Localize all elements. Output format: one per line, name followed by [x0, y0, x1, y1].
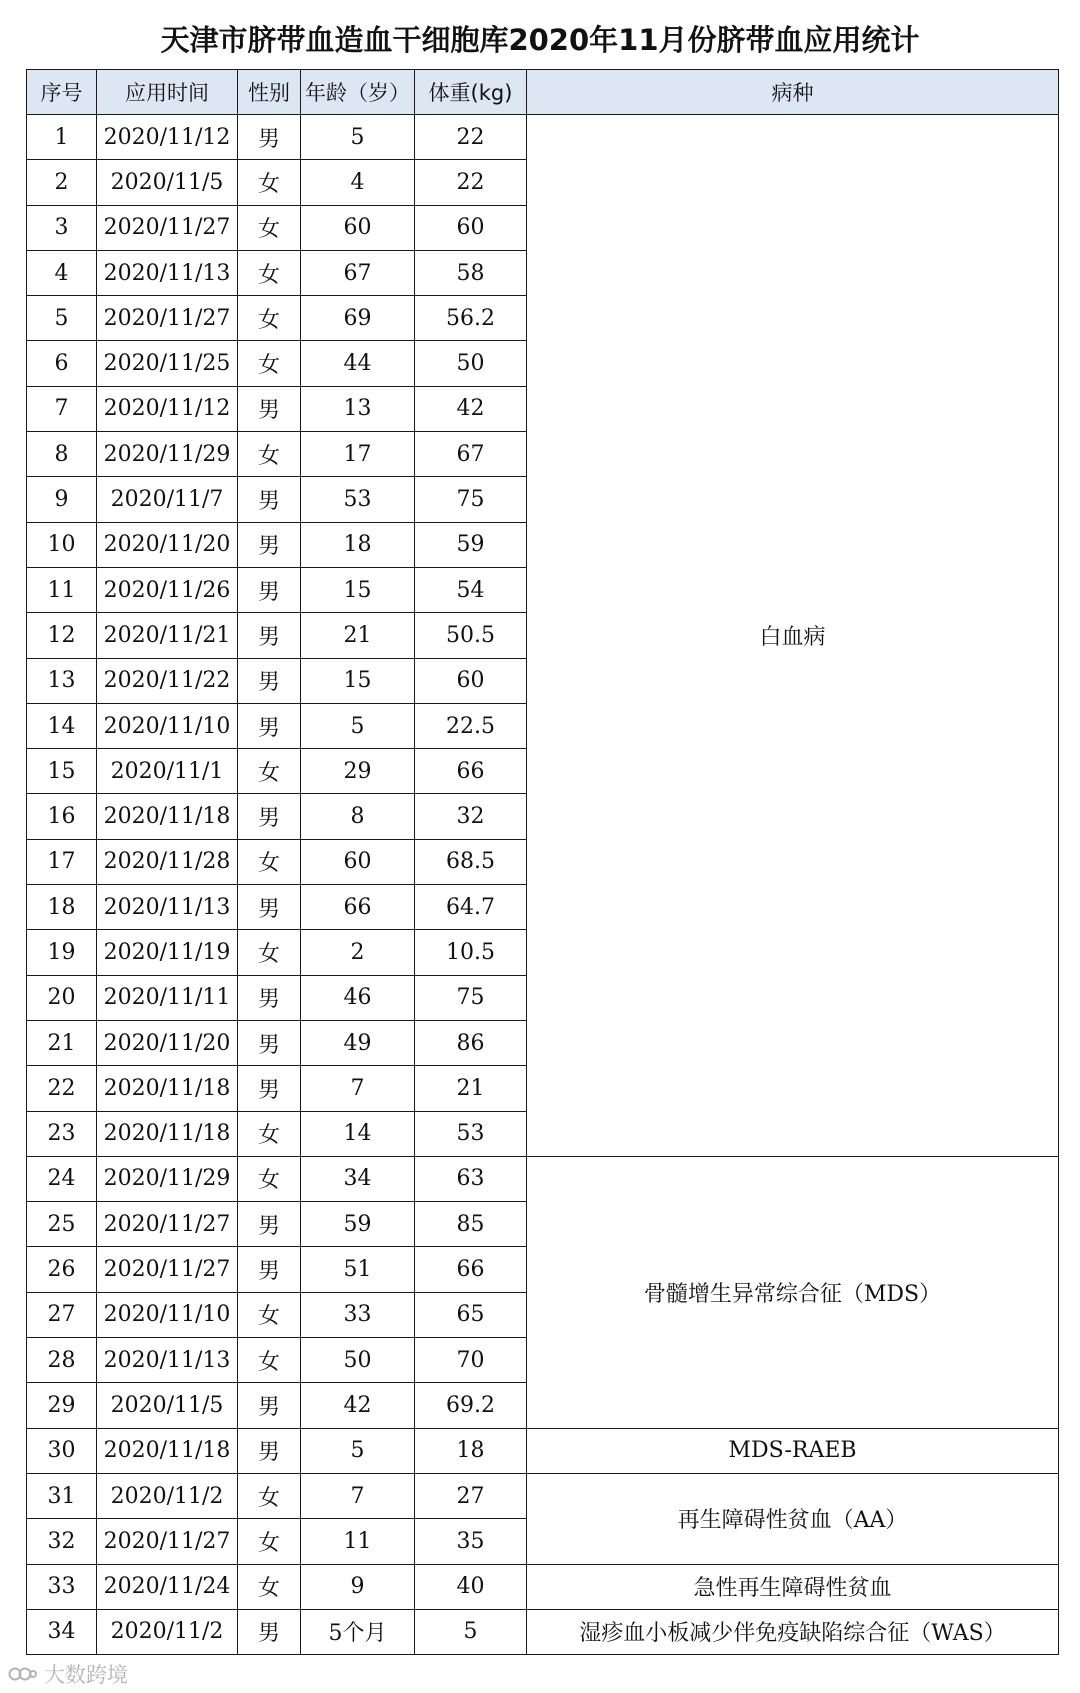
cell-gender: 男	[238, 794, 301, 839]
cell-date: 2020/11/10	[97, 1292, 238, 1337]
cell-date: 2020/11/2	[97, 1473, 238, 1518]
cell-date: 2020/11/21	[97, 613, 238, 658]
cell-disease: 骨髓增生异常综合征（MDS）	[527, 1156, 1059, 1428]
cell-age: 9	[301, 1564, 415, 1609]
cell-age: 44	[301, 341, 415, 386]
cell-date: 2020/11/25	[97, 341, 238, 386]
cell-age: 18	[301, 522, 415, 567]
cell-weight: 66	[415, 749, 527, 794]
cell-age: 7	[301, 1473, 415, 1518]
watermark	[8, 1660, 128, 1688]
cell-index: 6	[27, 341, 97, 386]
cell-date: 2020/11/18	[97, 1428, 238, 1473]
cell-index: 12	[27, 613, 97, 658]
cell-date: 2020/11/13	[97, 250, 238, 295]
cell-date: 2020/11/11	[97, 975, 238, 1020]
cell-gender: 女	[238, 1519, 301, 1564]
cell-gender: 男	[238, 1428, 301, 1473]
cell-date: 2020/11/27	[97, 1519, 238, 1564]
cell-date: 2020/11/22	[97, 658, 238, 703]
table-row	[27, 1473, 1059, 1518]
cell-date: 2020/11/18	[97, 794, 238, 839]
cell-age: 13	[301, 386, 415, 431]
cell-date: 2020/11/28	[97, 839, 238, 884]
cell-index: 26	[27, 1247, 97, 1292]
cell-date: 2020/11/27	[97, 296, 238, 341]
cell-date: 2020/11/27	[97, 205, 238, 250]
cell-index: 22	[27, 1066, 97, 1111]
cell-gender: 男	[238, 885, 301, 930]
cell-date: 2020/11/18	[97, 1111, 238, 1156]
cell-index: 20	[27, 975, 97, 1020]
cell-weight: 22	[415, 115, 527, 160]
cell-gender: 女	[238, 160, 301, 205]
cell-weight: 35	[415, 1519, 527, 1564]
cell-weight: 59	[415, 522, 527, 567]
cell-weight: 50	[415, 341, 527, 386]
cell-date: 2020/11/7	[97, 477, 238, 522]
cell-weight: 70	[415, 1338, 527, 1383]
cell-weight: 40	[415, 1564, 527, 1609]
cell-gender: 女	[238, 1292, 301, 1337]
cell-weight: 64.7	[415, 885, 527, 930]
cell-index: 9	[27, 477, 97, 522]
cell-age: 59	[301, 1202, 415, 1247]
cell-age: 15	[301, 658, 415, 703]
cell-age: 49	[301, 1020, 415, 1065]
cell-weight: 68.5	[415, 839, 527, 884]
cell-gender: 男	[238, 613, 301, 658]
cell-weight: 75	[415, 975, 527, 1020]
cell-age: 17	[301, 432, 415, 477]
cell-gender: 女	[238, 432, 301, 477]
cell-index: 2	[27, 160, 97, 205]
cell-index: 1	[27, 115, 97, 160]
cell-age: 33	[301, 1292, 415, 1337]
cell-age: 7	[301, 1066, 415, 1111]
cell-index: 5	[27, 296, 97, 341]
cell-gender: 女	[238, 1338, 301, 1383]
table-body	[27, 115, 1059, 1655]
cell-gender: 女	[238, 1111, 301, 1156]
cell-index: 4	[27, 250, 97, 295]
cell-weight: 56.2	[415, 296, 527, 341]
cell-index: 29	[27, 1383, 97, 1428]
cell-date: 2020/11/19	[97, 930, 238, 975]
cell-date: 2020/11/5	[97, 160, 238, 205]
cell-date: 2020/11/2	[97, 1609, 238, 1654]
table-row	[27, 1156, 1059, 1201]
cell-age: 29	[301, 749, 415, 794]
cell-gender: 女	[238, 1473, 301, 1518]
cell-disease: 急性再生障碍性贫血	[527, 1564, 1059, 1609]
cell-date: 2020/11/29	[97, 1156, 238, 1201]
cell-age: 60	[301, 205, 415, 250]
cell-date: 2020/11/10	[97, 703, 238, 748]
cell-gender: 女	[238, 749, 301, 794]
cell-index: 10	[27, 522, 97, 567]
cell-weight: 58	[415, 250, 527, 295]
cell-weight: 50.5	[415, 613, 527, 658]
cell-date: 2020/11/24	[97, 1564, 238, 1609]
cell-age: 11	[301, 1519, 415, 1564]
cell-gender: 男	[238, 477, 301, 522]
cell-index: 23	[27, 1111, 97, 1156]
cell-age: 5	[301, 703, 415, 748]
cell-gender: 女	[238, 1156, 301, 1201]
cell-gender: 男	[238, 703, 301, 748]
cell-index: 16	[27, 794, 97, 839]
cell-age: 69	[301, 296, 415, 341]
header-age: 年龄（岁）	[301, 70, 415, 115]
cell-weight: 85	[415, 1202, 527, 1247]
cell-gender: 女	[238, 250, 301, 295]
cell-index: 21	[27, 1020, 97, 1065]
cell-age: 8	[301, 794, 415, 839]
cell-weight: 60	[415, 658, 527, 703]
header-index: 序号	[27, 70, 97, 115]
cell-weight: 27	[415, 1473, 527, 1518]
cell-index: 17	[27, 839, 97, 884]
header-disease: 病种	[527, 70, 1059, 115]
cell-gender: 男	[238, 1020, 301, 1065]
cell-age: 50	[301, 1338, 415, 1383]
cell-index: 24	[27, 1156, 97, 1201]
cell-gender: 男	[238, 386, 301, 431]
cell-gender: 男	[238, 658, 301, 703]
cell-gender: 男	[238, 1383, 301, 1428]
cell-weight: 5	[415, 1609, 527, 1654]
cell-weight: 63	[415, 1156, 527, 1201]
cell-index: 27	[27, 1292, 97, 1337]
cell-index: 25	[27, 1202, 97, 1247]
cell-date: 2020/11/13	[97, 885, 238, 930]
cell-age: 51	[301, 1247, 415, 1292]
cell-weight: 42	[415, 386, 527, 431]
cell-age: 4	[301, 160, 415, 205]
cell-gender: 女	[238, 205, 301, 250]
cell-weight: 53	[415, 1111, 527, 1156]
cell-index: 19	[27, 930, 97, 975]
cell-gender: 女	[238, 1564, 301, 1609]
cell-weight: 69.2	[415, 1383, 527, 1428]
cell-disease: 再生障碍性贫血（AA）	[527, 1473, 1059, 1564]
cell-weight: 10.5	[415, 930, 527, 975]
cell-age: 15	[301, 567, 415, 612]
cell-age: 14	[301, 1111, 415, 1156]
cell-weight: 22.5	[415, 703, 527, 748]
page-title: 天津市脐带血造血干细胞库2020年11月份脐带血应用统计	[160, 23, 920, 57]
cell-disease: MDS-RAEB	[527, 1428, 1059, 1473]
cell-date: 2020/11/29	[97, 432, 238, 477]
header-gender: 性别	[238, 70, 301, 115]
table-row	[27, 1428, 1059, 1473]
cell-date: 2020/11/1	[97, 749, 238, 794]
cell-date: 2020/11/20	[97, 1020, 238, 1065]
cell-age: 66	[301, 885, 415, 930]
cell-weight: 66	[415, 1247, 527, 1292]
cell-age: 2	[301, 930, 415, 975]
cell-weight: 18	[415, 1428, 527, 1473]
cell-gender: 男	[238, 1066, 301, 1111]
cell-date: 2020/11/13	[97, 1338, 238, 1383]
cell-weight: 65	[415, 1292, 527, 1337]
cell-gender: 男	[238, 1247, 301, 1292]
cell-date: 2020/11/12	[97, 115, 238, 160]
cell-date: 2020/11/20	[97, 522, 238, 567]
cell-index: 15	[27, 749, 97, 794]
header-date: 应用时间	[97, 70, 238, 115]
cell-date: 2020/11/27	[97, 1247, 238, 1292]
header-weight: 体重(kg)	[415, 70, 527, 115]
cell-index: 13	[27, 658, 97, 703]
cell-gender: 男	[238, 1609, 301, 1654]
cell-weight: 86	[415, 1020, 527, 1065]
cell-age: 5个月	[301, 1609, 415, 1654]
cell-weight: 32	[415, 794, 527, 839]
cell-age: 42	[301, 1383, 415, 1428]
cell-date: 2020/11/26	[97, 567, 238, 612]
cell-index: 14	[27, 703, 97, 748]
cell-index: 31	[27, 1473, 97, 1518]
cell-date: 2020/11/5	[97, 1383, 238, 1428]
cell-weight: 21	[415, 1066, 527, 1111]
cell-weight: 60	[415, 205, 527, 250]
cell-gender: 女	[238, 930, 301, 975]
cell-index: 33	[27, 1564, 97, 1609]
table-row	[27, 1609, 1059, 1654]
cell-age: 46	[301, 975, 415, 1020]
cell-gender: 男	[238, 975, 301, 1020]
cell-weight: 67	[415, 432, 527, 477]
brand-logo-icon	[8, 1665, 38, 1683]
cell-date: 2020/11/27	[97, 1202, 238, 1247]
table-header-row	[27, 70, 1059, 115]
cell-index: 32	[27, 1519, 97, 1564]
cell-age: 5	[301, 1428, 415, 1473]
cell-age: 53	[301, 477, 415, 522]
cell-gender: 男	[238, 115, 301, 160]
cell-weight: 75	[415, 477, 527, 522]
cell-date: 2020/11/18	[97, 1066, 238, 1111]
cell-index: 28	[27, 1338, 97, 1383]
table-row	[27, 1564, 1059, 1609]
cell-index: 8	[27, 432, 97, 477]
cell-age: 34	[301, 1156, 415, 1201]
table-row	[27, 115, 1059, 160]
cell-disease: 白血病	[527, 115, 1059, 1157]
cell-index: 7	[27, 386, 97, 431]
statistics-table	[26, 69, 1059, 1655]
cell-index: 30	[27, 1428, 97, 1473]
cell-date: 2020/11/12	[97, 386, 238, 431]
cell-gender: 男	[238, 1202, 301, 1247]
cell-age: 67	[301, 250, 415, 295]
cell-index: 18	[27, 885, 97, 930]
cell-weight: 54	[415, 567, 527, 612]
cell-age: 5	[301, 115, 415, 160]
watermark-text: 大数跨境	[44, 1663, 128, 1687]
cell-gender: 女	[238, 296, 301, 341]
cell-index: 34	[27, 1609, 97, 1654]
cell-age: 21	[301, 613, 415, 658]
cell-age: 60	[301, 839, 415, 884]
cell-weight: 22	[415, 160, 527, 205]
cell-index: 11	[27, 567, 97, 612]
cell-gender: 男	[238, 567, 301, 612]
cell-gender: 女	[238, 341, 301, 386]
cell-gender: 女	[238, 839, 301, 884]
cell-disease: 湿疹血小板减少伴免疫缺陷综合征（WAS）	[527, 1609, 1059, 1654]
cell-gender: 男	[238, 522, 301, 567]
cell-index: 3	[27, 205, 97, 250]
